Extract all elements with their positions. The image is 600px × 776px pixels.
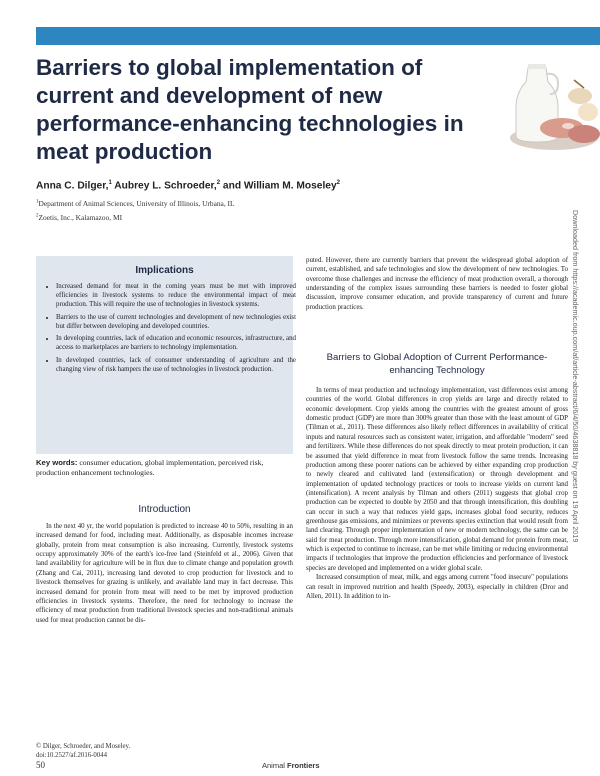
author-name: and William M. Moseley [220,180,337,192]
download-watermark [571,210,592,590]
journal-name-part: Frontiers [287,761,320,770]
author-name: Aubrey L. Schroeder, [111,180,217,192]
keywords-label: Key words: [36,458,78,467]
top-color-bar [36,27,600,45]
keywords [36,458,293,478]
download-note: Downloaded from https://academic.oup.com/af/article-abstract/6/4/50/4638818 by guest on 19 April 2019 [571,210,580,543]
implications-heading: Implications [135,265,194,276]
keywords-text: consumer education, global implementation, perceived risk, production enhancement technologies. [36,458,264,477]
journal-name-part: Animal [262,761,288,770]
list-item: • In developed countries, lack of consumer understanding of agriculture and the changing view of risk hampers the use of technologies in livestock production. [56,356,296,374]
barriers-column [306,386,568,601]
continued-paragraph [306,256,568,312]
article-title: Barriers to global implementation of current and development of new performance-enhancing technologies in meat production [36,55,464,164]
affiliation-mark: 2 [36,213,39,219]
page-number: 50 [36,760,45,770]
paragraph: puted. However, there are currently barriers that prevent the widespread global adoption of current, established, and safe technologies and slow the development of new technologies. To overcome those challenges and increase the efficiency of meat production overall, a thorough understanding of the complex issues surrounding these barriers is needed to foster global discussion, improve consumer education, and provide transparency of current and future production practices. [306,257,568,311]
section-heading: Barriers to Global Adoption of Current Performance-enhancing Technology [326,352,548,376]
affiliation-mark: 1 [36,199,39,205]
implications-box [36,256,296,454]
section-heading: Introduction [138,504,191,515]
paragraph: Increased consumption of meat, milk, and eggs among current "food insecure" populations can result in improved nutrition and health (Speedy, 2003), especially in children (Dror and Allen, 2011). In addition to in- [306,574,568,600]
affiliation-mark: 1 [108,180,112,186]
footnote [36,742,130,760]
journal-name [262,761,320,770]
paragraph: In the next 40 yr, the world population is predicted to increase 40 to 50%, resulting in an increased demand for food, including meat. Additionally, as disposable incomes increase globally, protein from meat consumption is also increasing. Currently, livestock systems occupy approximately 30% of the earth's ice-free land (Steinfeld et al., 2006). Given that land availability for agriculture will be in flux due to climate change and population growth (Zhang and Cai, 2011), increasing land devoted to crop production for livestock and to livestock themselves for grazing is unlikely, and available land may in fact decrease. This increased demand for protein from meat will need to be met by improved production efficiencies in livestock systems. Therefore, the need for technology to increase the efficiency of meat production from traditional livestock species and non-traditional animals used for meat production cannot be dis- [36,523,293,624]
affiliation-text: Department of Animal Sciences, University of Illinois, Urbana, IL [38,199,235,208]
intro-column [36,522,293,625]
paragraph: In terms of meat production and technology implementation, vast differences exist among countries of the world. Global differences in crop yields are large and directly related to economic development. Crop yields among the countries with the greatest amount of gross domestic product (GDP) are more than 300% greater than those with the least amount of GDP (Tilman et al., 2011). These differences also likely reflect differences in availability of critical inputs and natural resources such as consistent water, irrigation, and affordable "modern" seed and fertilizers. While these differences do not speak directly to meat protein production, it can be assumed that yield difference in meat from livestock follow the same trends. Increasing production among these poorer nations can be achieved by either expanding crop production to newly cleared and cultivated land (extensification) or through development and implementation of updated technology practices or tools to increase yields on current land (intensification). A recent analysis by Tilman and others (2011) suggests that global crop production can be expected to double by 2050 and that through intensification, this doubling can occur in such a way that reduces yield gaps, increases global food security, reduces greenhouse gas emissions, and minimizes or prevents species extinction that would result from land clearing. Through proper implementation of new or modern technology, the same can be said for meat production. Through more intensification, global demand for protein from meat, which is expected to continue to increase, can be met while limiting or reducing environmental impacts if technologies that improve the production efficiencies and performance of livestock species are developed and implemented on a wider global scale. [306,387,568,572]
implications-list [46,282,296,377]
list-item: • In developing countries, lack of education and economic resources, infrastructure, and access to marketplaces are barriers to technology implementation. [56,334,296,352]
affiliation-mark: 2 [336,180,340,186]
affiliation [36,213,122,222]
doi-line: doi:10.2527/af.2016-0044 [36,752,107,759]
copyright-line: © Dilger, Schroeder, and Moseley. [36,743,131,750]
affiliation-text: Zoetis, Inc., Kalamazoo, MI [38,213,123,222]
list-item: • Increased demand for meat in the coming years must be met with improved efficiencies in livestock systems to reduce the environmental impact of meat production. This will require the use of technologies in livestock systems. [56,282,296,309]
author-name: Anna C. Dilger, [36,180,109,192]
list-item: • Barriers to the use of current technologies and development of new technologies exist but differ between developing and developed countries. [56,313,296,331]
affiliation-mark: 2 [216,180,221,186]
food-photo [488,48,600,156]
affiliation [36,199,235,208]
author-line [36,180,340,191]
